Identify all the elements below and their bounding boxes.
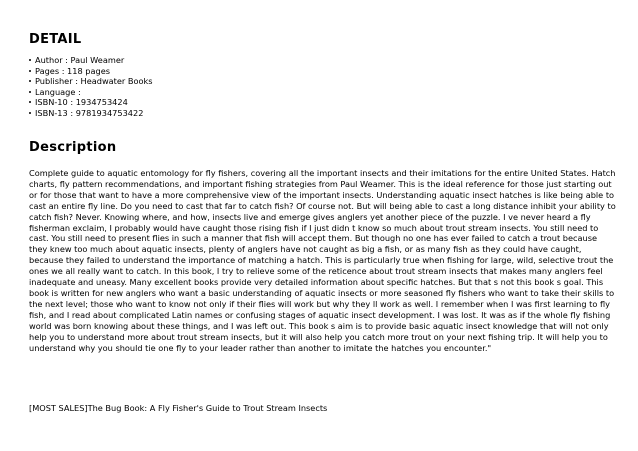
description-body: Complete guide to aquatic entomology for fly fishers, covering all the important insects and their imitations for the entire United States. Hatch charts, fly pattern recommendations, and important fishing strategies from Paul Weamer. This is the ideal reference for those just starting out or for those that want to have a more comprehensive view of the important insects. Understanding aquatic insect hatches is like being able to cast an entire fly line. Do you need to cast that far to catch fish? Of course not. But will being able to cast a long distance inhibit your ability to catch fish? Never. Knowing where, and how, insects live and emerge gives anglers yet another piece of the puzzle. I ve never heard a fly fisherman exclaim, I probably would have caught those rising fish if I just didn t know so much about trout stream insects. You still need to cast. You still need to present flies in such a manner that fish will accept them. But though no one has ever failed to catch a trout because they knew too much about aquatic insects, plenty of anglers have not caught as big a fish, or as many fish as they could have caught, because they failed to understand the importance of matching a hatch. This is particularly true when fishing for large, wild, selective trout the ones we all really want to catch. In this book, I try to relieve some of the reticence about trout stream insects that makes many anglers feel inadequate and uneasy. Many excellent books provide very detailed information about specific hatches. But that s not this book s goal. This book is written for new anglers who want a basic understanding of aquatic insects or more seasoned fly fishers who want to take their skills to the next level; those who want to know not only if their flies will work but why they ll work as well. I remember when I was first learning to fly fish, and I read about complicated Latin names or confusing stages of aquatic insect development. I was lost. It was as if the whole fly fishing world was born knowing about these things, and I was left out. This book s aim is to provide basic aquatic insect knowledge that will not only help you to understand more about trout stream insects, but it will also help you catch more trout on your next fishing trip. It will help you to understand why you should tie one fly to your leader rather than another to imitate the hatches you encounter." [29,168,616,353]
detail-list [29,55,153,119]
description-heading: Description [29,140,117,155]
bullet-icon [29,70,31,72]
detail-item-label: ISBN-13 : 9781934753422 [35,107,144,118]
detail-item-label: Pages : 118 pages [35,65,110,76]
detail-item-label: ISBN-10 : 1934753424 [35,97,128,108]
bullet-icon [29,80,31,82]
most-sales-link[interactable]: [MOST SALES]The Bug Book: A Fly Fisher's Guide to Trout Stream Insects [29,403,328,413]
detail-item-publisher [29,76,153,87]
detail-item-isbn13 [29,108,153,119]
detail-item-isbn10 [29,97,153,108]
bullet-icon [29,101,31,103]
detail-item-label: Language : [35,86,81,97]
detail-item-pages [29,66,153,77]
detail-item-author [29,55,153,66]
detail-item-label: Publisher : Headwater Books [35,76,153,87]
detail-item-label: Author : Paul Weamer [35,55,125,65]
bullet-icon [29,112,31,114]
bullet-icon [29,59,31,61]
bullet-icon [29,91,31,93]
detail-item-language [29,87,153,98]
detail-heading: DETAIL [29,32,82,47]
